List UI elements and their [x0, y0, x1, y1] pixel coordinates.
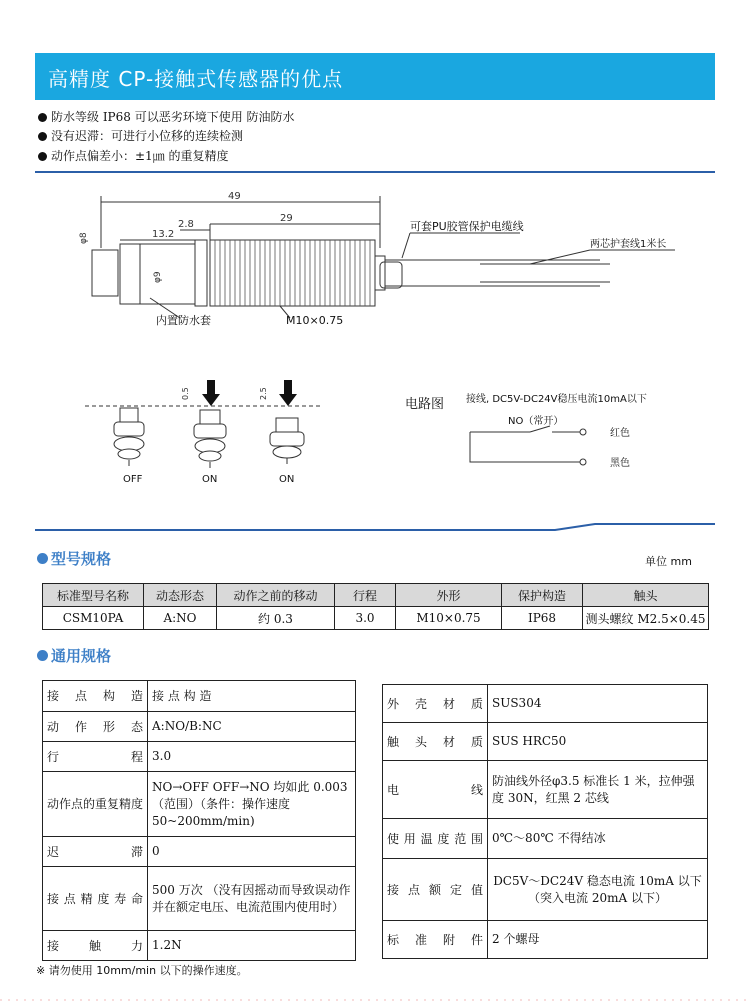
footnote: ※ 请勿使用 10mm/min 以下的操作速度。 — [36, 964, 248, 977]
table-header: 动作之前的移动 — [217, 584, 335, 607]
label-pu-tube: 可套PU胶管保护电缆线 — [410, 220, 524, 233]
table-row — [383, 859, 708, 921]
spec-key: 动作点的重复精度 — [43, 772, 148, 837]
model-section-title: 型号规格 — [37, 548, 111, 569]
dim-body: 13.2 — [152, 229, 175, 240]
wire-red-label: 红色 — [610, 428, 630, 439]
circuit-note: 接线, DC5V-DC24V稳压电流10mA以下 — [466, 394, 647, 405]
table-row — [43, 681, 356, 712]
section-bullet-icon — [37, 650, 48, 661]
table-row — [383, 921, 708, 959]
spec-key: 接触力 — [43, 931, 148, 961]
table-row — [43, 712, 356, 742]
spec-key: 动作形态 — [43, 712, 148, 742]
state-on-label: ON — [202, 474, 218, 485]
dim-diameter: φ8 — [79, 232, 89, 244]
spec-value: NO→OFF OFF→NO 均如此 0.003（范围）（条件：操作速度 50~200mm/min) — [148, 772, 356, 837]
label-seal: 内置防水套 — [156, 314, 211, 327]
table-row — [43, 931, 356, 961]
table-row — [383, 685, 708, 723]
table-header: 外形 — [396, 584, 502, 607]
general-section-title: 通用规格 — [37, 645, 111, 666]
spec-value: A:NO/B:NC — [148, 712, 356, 742]
table-header: 触头 — [583, 584, 709, 607]
state-off-label: OFF — [123, 474, 143, 485]
spec-value: 3.0 — [148, 742, 356, 772]
dim-total: 49 — [228, 191, 241, 202]
spec-value: 2 个螺母 — [488, 921, 708, 959]
down-arrow-icon — [202, 380, 220, 406]
circuit-title: 电路图 — [405, 397, 445, 412]
label-thread: M10×0.75 — [286, 314, 344, 327]
unit-label: 单位 mm — [645, 555, 692, 568]
stroke-2-5: 2.5 — [259, 387, 268, 400]
table-row — [43, 772, 356, 837]
table-row — [43, 837, 356, 867]
section-bullet-icon — [37, 553, 48, 564]
spec-key: 迟滞 — [43, 837, 148, 867]
model-table — [42, 583, 709, 630]
down-arrow-icon — [279, 380, 297, 406]
spec-key: 触头材质 — [383, 723, 488, 761]
table-cell: 测头螺纹 M2.5×0.45 — [583, 607, 709, 630]
feature-item: 没有迟滞：可进行小位移的连续检测 — [38, 127, 243, 144]
bullet-icon — [38, 152, 47, 161]
table-header: 动态形态 — [144, 584, 217, 607]
table-cell: 约 0.3 — [217, 607, 335, 630]
dim-thread: 29 — [280, 213, 293, 224]
stroke-0-5: 0.5 — [181, 387, 190, 400]
spec-value: 0℃～80℃ 不得结冰 — [488, 819, 708, 859]
table-row — [383, 761, 708, 819]
spec-key: 接点额定值 — [383, 859, 488, 921]
spec-key: 使用温度范围 — [383, 819, 488, 859]
table-row — [43, 742, 356, 772]
table-header: 行程 — [335, 584, 396, 607]
circuit-no-label: NO（常开） — [508, 416, 564, 427]
bullet-icon — [38, 113, 47, 122]
circuit-diagram — [400, 380, 700, 480]
spec-value: 防油线外径φ3.5 标准长 1 米，拉伸强度 30N，红黑 2 芯线 — [488, 761, 708, 819]
spec-key: 行程 — [43, 742, 148, 772]
spec-key: 标准附件 — [383, 921, 488, 959]
feature-item: 动作点偏差小：±1㎛ 的重复精度 — [38, 147, 229, 164]
spec-key: 外壳材质 — [383, 685, 488, 723]
table-row — [383, 723, 708, 761]
bottom-decoration — [0, 990, 750, 1002]
spec-value: DC5V～DC24V 稳态电流 10mA 以下（突入电流 20mA 以下） — [488, 859, 708, 921]
table-cell: 3.0 — [335, 607, 396, 630]
table-header: 保护构造 — [502, 584, 583, 607]
sensor-dimension-drawing — [79, 188, 667, 338]
label-cable: 两芯护套线1米长 — [590, 239, 667, 250]
spec-value: 接 点 构 造 — [148, 681, 356, 712]
table-row — [383, 819, 708, 859]
table-header-row — [43, 584, 709, 607]
divider — [35, 171, 715, 173]
spec-value: SUS304 — [488, 685, 708, 723]
dim-diameter-2: φ9 — [153, 271, 163, 283]
table-cell: A:NO — [144, 607, 217, 630]
wire-black-label: 黑色 — [610, 458, 630, 469]
spec-value: SUS HRC50 — [488, 723, 708, 761]
spec-value: 500 万次 （没有因摇动而导致误动作并在额定电压、电流范围内使用时） — [148, 867, 356, 931]
table-cell: M10×0.75 — [396, 607, 502, 630]
spec-key: 接点精度寿命 — [43, 867, 148, 931]
spec-key: 接点构造 — [43, 681, 148, 712]
page-title: 高精度 CP-接触式传感器的优点 — [48, 67, 344, 91]
dim-small: 2.8 — [178, 219, 194, 230]
table-cell: IP68 — [502, 607, 583, 630]
table-cell: CSM10PA — [43, 607, 144, 630]
general-spec-table-right — [382, 684, 708, 959]
table-row — [43, 607, 709, 630]
state-on-label: ON — [279, 474, 295, 485]
bullet-icon — [38, 132, 47, 141]
spec-value: 1.2N — [148, 931, 356, 961]
operation-states-drawing — [80, 370, 360, 490]
divider — [35, 522, 715, 536]
spec-value: 0 — [148, 837, 356, 867]
table-row — [43, 867, 356, 931]
general-spec-table-left — [42, 680, 356, 961]
spec-key: 电线 — [383, 761, 488, 819]
feature-item: 防水等级 IP68 可以恶劣环境下使用 防油防水 — [38, 108, 295, 125]
table-header: 标准型号名称 — [43, 584, 144, 607]
